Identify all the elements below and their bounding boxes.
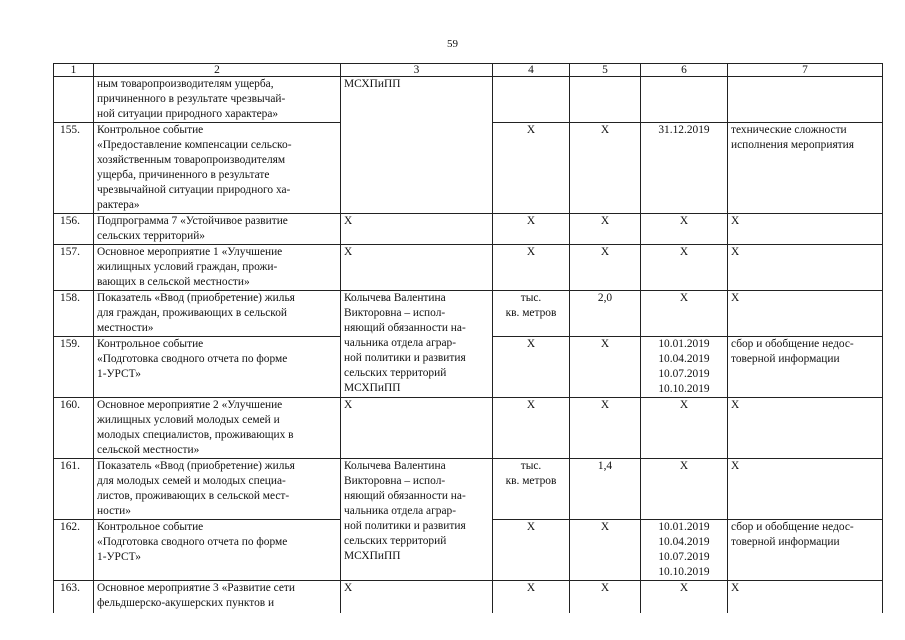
table-row [54, 291, 883, 337]
value-cell: 2,0 [570, 291, 641, 337]
value-cell: Х [570, 398, 641, 459]
date-cell: 10.01.2019 10.04.2019 10.07.2019 10.10.2019 [641, 520, 728, 581]
responsible-person: Х [341, 398, 493, 459]
date-cell: 31.12.2019 [641, 123, 728, 214]
column-number-row [54, 64, 883, 77]
note-cell: сбор и обобщение недос- товерной информации [728, 520, 883, 581]
row-number: 157. [54, 245, 94, 291]
program-table [53, 63, 883, 613]
value-cell: Х [570, 581, 641, 613]
header-cell: 5 [570, 64, 641, 77]
activity-name: Показатель «Ввод (приобретение) жилья для граждан, проживающих в сельской местности» [94, 291, 341, 337]
unit-cell: тыс. кв. метров [493, 459, 570, 520]
row-number: 155. [54, 123, 94, 214]
date-cell: 10.01.2019 10.04.2019 10.07.2019 10.10.2019 [641, 337, 728, 398]
note-cell: Х [728, 398, 883, 459]
responsible-person: Х [341, 214, 493, 245]
unit-cell [493, 77, 570, 123]
note-cell: Х [728, 214, 883, 245]
row-number: 162. [54, 520, 94, 581]
unit-cell: Х [493, 337, 570, 398]
header-cell: 1 [54, 64, 94, 77]
table-row [54, 459, 883, 520]
table-row [54, 581, 883, 613]
unit-cell: Х [493, 398, 570, 459]
activity-name: Основное мероприятие 3 «Развитие сети фельдшерско-акушерских пунктов и [94, 581, 341, 613]
row-number: 163. [54, 581, 94, 613]
row-number: 161. [54, 459, 94, 520]
unit-cell: Х [493, 214, 570, 245]
date-cell: Х [641, 459, 728, 520]
unit-cell: Х [493, 581, 570, 613]
value-cell: Х [570, 214, 641, 245]
value-cell: Х [570, 123, 641, 214]
responsible-person: Колычева Валентина Викторовна – испол- няющий обязанности на- чальника отдела аграр- ной политики и развития сельских территорий МСХПиПП [341, 291, 493, 398]
note-cell: сбор и обобщение недос- товерной информации [728, 337, 883, 398]
date-cell: Х [641, 581, 728, 613]
activity-name: Контрольное событие «Подготовка сводного отчета по форме 1-УРСТ» [94, 520, 341, 581]
activity-name: Подпрограмма 7 «Устойчивое развитие сельских территорий» [94, 214, 341, 245]
header-cell: 2 [94, 64, 341, 77]
note-cell: Х [728, 459, 883, 520]
table-row [54, 77, 883, 123]
header-cell: 6 [641, 64, 728, 77]
row-number: 156. [54, 214, 94, 245]
activity-name: Основное мероприятие 1 «Улучшение жилищных условий граждан, прожи- вающих в сельской местности» [94, 245, 341, 291]
row-number: 159. [54, 337, 94, 398]
note-cell: Х [728, 291, 883, 337]
value-cell: Х [570, 245, 641, 291]
value-cell: Х [570, 337, 641, 398]
note-cell [728, 77, 883, 123]
row-number: 160. [54, 398, 94, 459]
activity-name: Показатель «Ввод (приобретение) жилья для молодых семей и молодых специа- листов, проживающих в сельской мест- ности» [94, 459, 341, 520]
date-cell [641, 77, 728, 123]
note-cell: Х [728, 245, 883, 291]
row-number: 158. [54, 291, 94, 337]
activity-name: Основное мероприятие 2 «Улучшение жилищных условий молодых семей и молодых специалистов, проживающих в сельской местности» [94, 398, 341, 459]
responsible-person: Х [341, 581, 493, 613]
activity-name: Контрольное событие «Подготовка сводного отчета по форме 1-УРСТ» [94, 337, 341, 398]
table-row [54, 245, 883, 291]
responsible-person: Х [341, 245, 493, 291]
row-number [54, 77, 94, 123]
value-cell: 1,4 [570, 459, 641, 520]
header-cell: 3 [341, 64, 493, 77]
table-row [54, 214, 883, 245]
date-cell: Х [641, 398, 728, 459]
unit-cell: Х [493, 245, 570, 291]
page-number: 59 [447, 38, 458, 50]
value-cell [570, 77, 641, 123]
responsible-person: МСХПиПП [341, 77, 493, 214]
activity-name: Контрольное событие «Предоставление компенсации сельско- хозяйственным товаропроизводителям ущерба, причиненного в результате чрезвычайной ситуации природного ха- рактера» [94, 123, 341, 214]
responsible-person: Колычева Валентина Викторовна – испол- няющий обязанности на- чальника отдела аграр- ной политики и развития сельских территорий МСХПиПП [341, 459, 493, 581]
table-row [54, 398, 883, 459]
value-cell: Х [570, 520, 641, 581]
unit-cell: тыс. кв. метров [493, 291, 570, 337]
header-cell: 4 [493, 64, 570, 77]
date-cell: Х [641, 291, 728, 337]
note-cell: Х [728, 581, 883, 613]
date-cell: Х [641, 245, 728, 291]
note-cell: технические сложности исполнения мероприятия [728, 123, 883, 214]
unit-cell: Х [493, 520, 570, 581]
header-cell: 7 [728, 64, 883, 77]
unit-cell: Х [493, 123, 570, 214]
activity-name: ным товаропроизводителям ущерба, причиненного в результате чрезвычай- ной ситуации природного характера» [94, 77, 341, 123]
date-cell: Х [641, 214, 728, 245]
